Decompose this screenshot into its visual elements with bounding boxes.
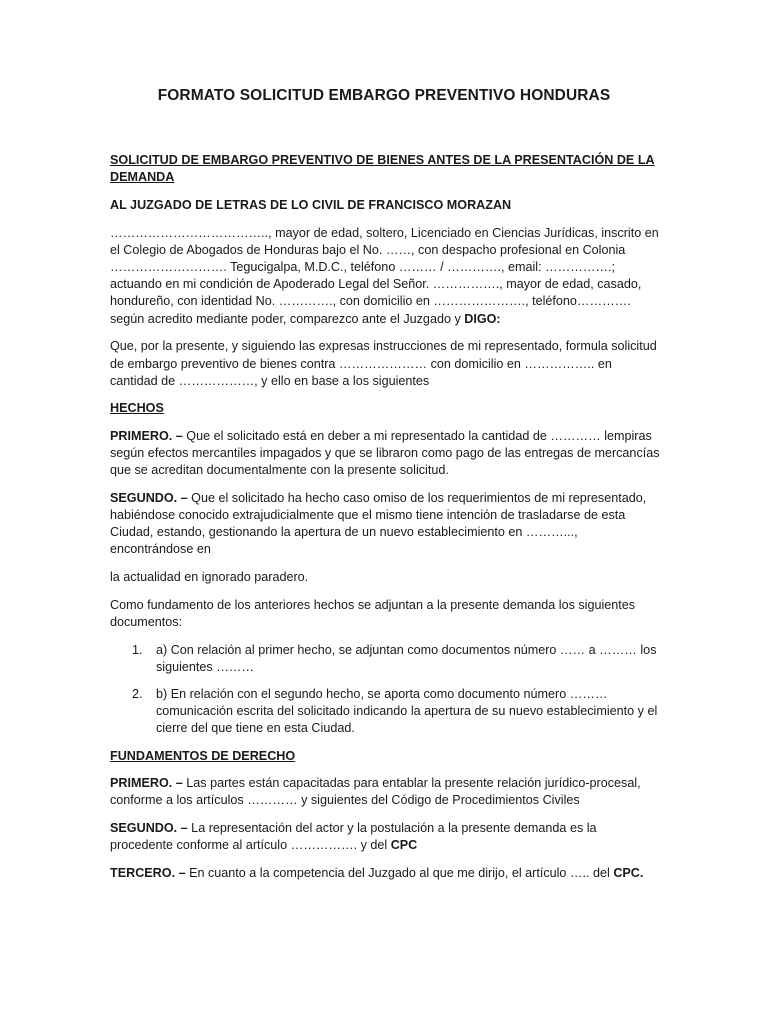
request-paragraph: Que, por la presente, y siguiendo las expresas instrucciones de mi representado, formula solicitud de embargo preventivo de bienes contra ………………… con domicilio en …………….. en cantidad de ………………, y ello en base a los siguientes [110, 339, 657, 388]
hechos-heading: HECHOS [110, 401, 164, 416]
list-item-number: 2. [132, 687, 143, 702]
derecho-tercero-text: En cuanto a la competencia del Juzgado al que me dirijo, el artículo ….. del [185, 865, 614, 880]
hechos-segundo-label: SEGUNDO. – [110, 490, 188, 505]
intro-bold-end: DIGO: [464, 311, 501, 326]
list-item [110, 686, 662, 738]
derecho-primero [110, 775, 662, 809]
intro-text: ……………………………….., mayor de edad, soltero, Licenciado en Ciencias Jurídicas, inscrito en el Colegio de Abogados de Honduras bajo el No. ……, con despacho profesional en Colonia ………………………. Tegucigalpa, M.D.C., teléfono ……… / …………., email: …………….; actuando en mi condición de Apoderado Legal del Señor. ……………., mayor de edad, casado, hondureño, con identidad No. …………., con domicilio en …………………., teléfono…………. según acredito mediante poder, comparezco ante el Juzgado y [110, 225, 659, 326]
derecho-heading: FUNDAMENTOS DE DERECHO [110, 748, 296, 763]
hechos-segundo-continuation: la actualidad en ignorado paradero. [110, 570, 309, 585]
list-item-text: b) En relación con el segundo hecho, se aporta como documento número ……… comunicación escrita del solicitado indicando la apertura de su nuevo establecimiento y el cierre del que tiene en esta Ciudad. [156, 687, 658, 736]
documents-list [110, 642, 662, 738]
hechos-primero-label: PRIMERO. – [110, 428, 183, 443]
fundamento-paragraph: Como fundamento de los anteriores hechos se adjuntan a la presente demanda los siguientes documentos: [110, 597, 636, 629]
list-item [110, 642, 662, 676]
derecho-segundo-label: SEGUNDO. – [110, 820, 188, 835]
addressee-line: AL JUZGADO DE LETRAS DE LO CIVIL DE FRANCISCO MORAZAN [110, 197, 512, 212]
hechos-segundo-text: Que el solicitado ha hecho caso omiso de los requerimientos de mi representado, habiéndose conocido extrajudicialmente que el mismo tiene intención de trasladarse de esta Ciudad, estando, gestionando la apertura de un nuevo establecimiento en ………..., encontrándose en [110, 490, 647, 557]
derecho-primero-label: PRIMERO. – [110, 775, 183, 790]
derecho-tercero [110, 865, 662, 882]
derecho-segundo [110, 820, 662, 854]
document-body [110, 152, 662, 892]
intro-paragraph [110, 225, 662, 328]
hechos-primero [110, 428, 662, 480]
derecho-segundo-text: La representación del actor y la postulación a la presente demanda es la procedente conforme al artículo ……………. y del [110, 820, 597, 852]
document-subtitle: SOLICITUD DE EMBARGO PREVENTIVO DE BIENES ANTES DE LA PRESENTACIÓN DE LA DEMANDA [110, 153, 655, 185]
derecho-primero-text: Las partes están capacitadas para entablar la presente relación jurídico-procesal, conforme a los artículos ………… y siguientes del Código de Procedimientos Civiles [110, 775, 641, 808]
derecho-tercero-label: TERCERO. – [110, 865, 186, 880]
hechos-primero-text: Que el solicitado está en deber a mi representado la cantidad de ………… lempiras según efectos mercantiles impagados y que se libraron como pago de las entregas de mercancías que se acreditan documentalmente con la presente solicitud. [110, 428, 660, 478]
document-title: FORMATO SOLICITUD EMBARGO PREVENTIVO HONDURAS [157, 87, 611, 104]
derecho-tercero-bold-end: CPC. [613, 865, 644, 880]
hechos-segundo [110, 490, 662, 559]
list-item-text: a) Con relación al primer hecho, se adjuntan como documentos número …… a ……… los siguientes ……… [156, 642, 657, 674]
list-item-number: 1. [132, 642, 143, 657]
derecho-segundo-bold-end: CPC [390, 838, 418, 852]
